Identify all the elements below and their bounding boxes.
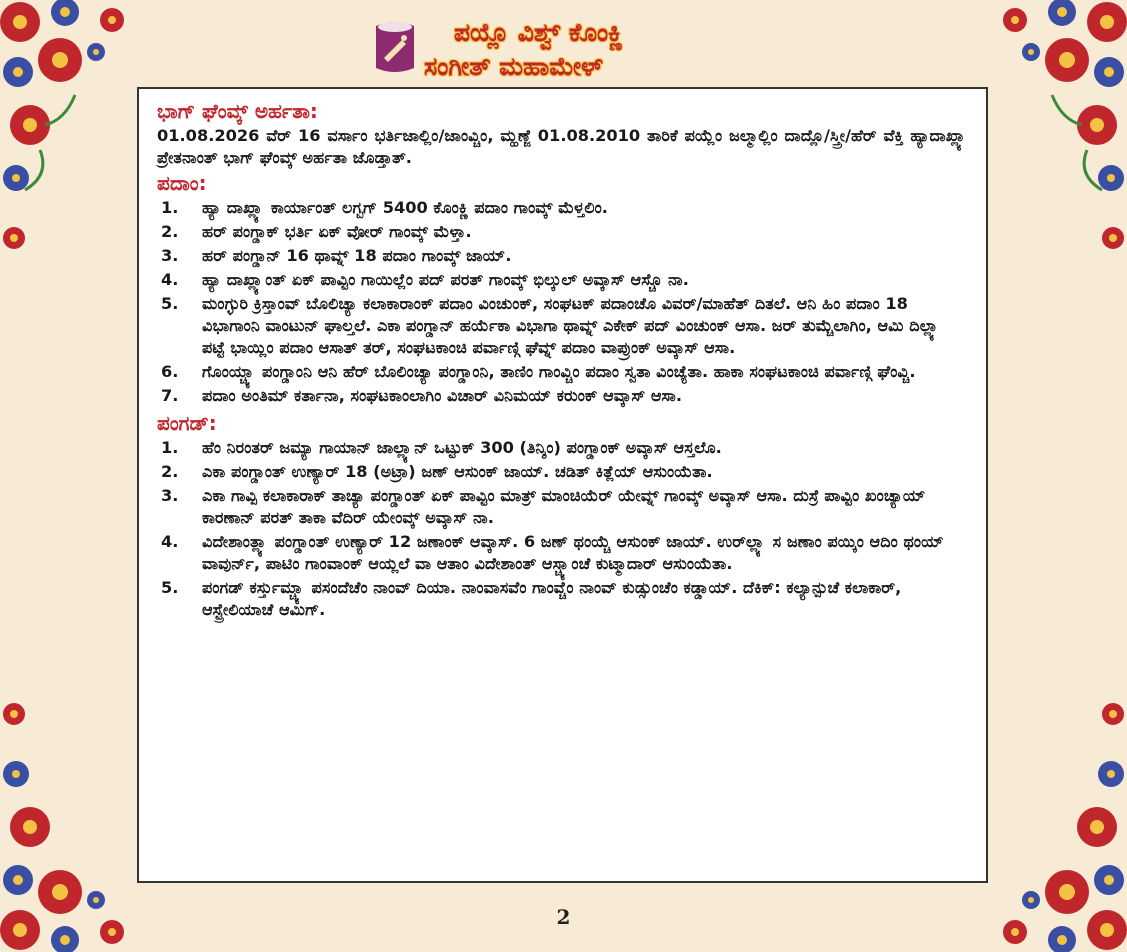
list-item xyxy=(157,461,968,483)
page-number: 2 xyxy=(556,905,571,929)
eligibility-text: 01.08.2026 ವೆರ್ 16 ವರ್ಸಾಂ ಭರ್ತಿಜಾಲ್ಲಿಂ/ಜಾಂವ್ಚಿಂ, ಮ್ಹಣ್ಜೆ 01.08.2010 ತಾರಿಕೆ ಪಯ್ಲೆಂ ಜಲ್ಮಾಲ್ಲಿಂ ದಾದ್ಲೊ/ಸ್ತ್ರೀ/ಹೆರ್ ವೆಕ್ತಿ ಹ್ಯಾದಾಖ್ಲ್ಯಾ ಪ್ರೇತನಾಂತ್ ಭಾಗ್ ಘೆಂವ್ಕ್ ಅರ್ಹತಾ ಜೊಡ್ತಾತ್. xyxy=(157,126,968,167)
list-item-text: ಹೆಂ ನಿರಂತರ್ ಜಮ್ಯಾ ಗಾಯಾನ್ ಜಾಲ್ಲ್ಯಾನ್ ಒಟ್ಟುಕ್ 300 (ತಿನ್ಶಿಂ) ಪಂಗ್ಡಾಂಕ್ ಅವ್ಕಾಸ್ ಆಸ್ತಲೊ. xyxy=(202,438,722,457)
list-item-text: ಪದಾಂ ಅಂತಿಮ್ ಕರ್ತಾನಾ, ಸಂಘಟಕಾಂಲಾಗಿಂ ವಿಚಾರ್ ವಿನಿಮಯ್ ಕರುಂಕ್ ಆವ್ಕಾಸ್ ಆಸಾ. xyxy=(202,386,683,405)
songs-list xyxy=(157,197,968,407)
list-item-number: 4. xyxy=(161,270,179,289)
rules-content-box xyxy=(137,87,988,883)
list-item-text: ಎಕಾ ಗಾವ್ಪಿ ಕಲಾಕಾರಾಕ್ ತಾಚ್ಯಾ ಪಂಗ್ಡಾಂತ್ ಏಕ್ ಪಾವ್ಟಿಂ ಮಾತ್ರ್ ಮಾಂಚಿಯೆರ್ ಯೇವ್ನ್ ಗಾಂವ್ಕ್ ಅವ್ಕಾಸ್ ಆಸಾ. ದುಸ್ರೆ ಪಾವ್ಟಿಂ ಖಂಚ್ಯಾಯ್ ಕಾರಣಾನ್ ಪರತ್ ತಾಕಾ ವೆದಿರ್ ಯೇಂವ್ಕ್ ಅವ್ಕಾಸ್ ನಾ. xyxy=(202,486,926,527)
list-item xyxy=(157,293,968,359)
list-item-text: ಹ್ಯಾ ದಾಖ್ಲ್ಯಾ ಕಾರ್ಯಾಂತ್ ಲಗ್ಬಗ್ 5400 ಕೊಂಕ್ಣಿ ಪದಾಂ ಗಾಂವ್ಕ್ ಮೆಳ್ತಲಿಂ. xyxy=(202,198,608,217)
list-item-number: 3. xyxy=(161,246,179,265)
troupe-heading: ಪಂಗಡ್: xyxy=(157,411,217,435)
list-item-text: ಮಂಗ್ಳುರಿ ಕ್ರಿಸ್ತಾಂವ್ ಬೊಲಿಚ್ಯಾ ಕಲಾಕಾರಾಂಕ್ ಪದಾಂ ವಿಂಚುಂಕ್, ಸಂಘಟಕ್ ಪದಾಂಚೊ ವಿವರ್/ಮಾಹೆತ್ ದಿತಲೆ. ಆನಿ ಹಿಂ ಪದಾಂ 18 ವಿಭಾಗಾಂನಿ ವಾಂಟುನ್ ಘಾಲ್ತಲೆ. ಎಕಾ ಪಂಗ್ಡಾನ್ ಹರ್ಯೆಕಾ ವಿಭಾಗಾ ಥಾವ್ನ್ ಎಕೇಕ್ ಪದ್ ವಿಂಚುಂಕ್ ಆಸಾ. ಜರ್ ತುಮ್ಚೆಲಾಗಿಂ, ಆಮಿ ದಿಲ್ಲ್ಯಾ ಪಟ್ಟೆ ಭಾಯ್ಲಿಂ ಪದಾಂ ಆಸಾತ್ ತರ್, ಸಂಘಟಕಾಂಚಿ ಪರ್ವಾಣ್ಗಿ ಘೆವ್ನ್ ಪದಾಂ ವಾಪ್ರುಂಕ್ ಅವ್ಕಾಸ್ ಆಸಾ. xyxy=(202,294,941,357)
list-item-number: 5. xyxy=(161,578,179,597)
list-item-number: 4. xyxy=(161,532,179,551)
songs-heading: ಪದಾಂ: xyxy=(157,171,207,195)
list-item-number: 2. xyxy=(161,462,179,481)
list-item-number: 6. xyxy=(161,362,179,381)
list-item-number: 1. xyxy=(161,438,179,457)
troupe-list xyxy=(157,437,968,621)
header-title-line1: ಪಯ್ಲೊ ವಿಶ್ವ್ ಕೊಂಕ್ಣಿ xyxy=(454,18,624,47)
list-item xyxy=(157,385,968,407)
eligibility-heading: ಭಾಗ್ ಘೆಂವ್ಕ್ ಅರ್ಹತಾ: xyxy=(157,99,318,123)
list-item xyxy=(157,269,968,291)
list-item-text: ವಿದೇಶಾಂತ್ಲ್ಯಾ ಪಂಗ್ಡಾಂತ್ ಉಣ್ಯಾರ್ 12 ಜಣಾಂಕ್ ಆವ್ಕಾಸ್. 6 ಜಣ್ ಥಂಯ್ಚೆ ಆಸುಂಕ್ ಜಾಯ್. ಉರ್‌ಲ್ಲ್ಯಾ ಸ ಜಣಾಂ ಪಯ್ಕಿಂ ಆದಿಂ ಥಂಯ್ ವಾವುರ್ನ್, ಪಾಟಿಂ ಗಾಂವಾಂಕ್ ಆಯ್ಲಲೆ ವಾ ಆತಾಂ ವಿದೇಶಾಂತ್ ಆಸ್ಚ್ಯಾಂಚೆ ಕುಟ್ಮಾದಾರ್ ಆಸುಂಯೆತಾ. xyxy=(202,532,944,573)
list-item xyxy=(157,437,968,459)
header-title-line2: ಸಂಗೀತ್ ಮಹಾಮೇಳ್ xyxy=(424,52,603,81)
floral-corner-top-left xyxy=(0,0,150,270)
list-item-text: ಹ್ಯಾ ದಾಖ್ಲ್ಯಾಂತ್ ಏಕ್ ಪಾವ್ಟಿಂ ಗಾಯಿಲ್ಲೆಂ ಪದ್ ಪರತ್ ಗಾಂವ್ಕ್ ಭಿಲ್ಕುಲ್ ಅವ್ಕಾಸ್ ಆಸ್ಚೊ ನಾ. xyxy=(202,270,689,289)
list-item xyxy=(157,197,968,219)
floral-corner-top-right xyxy=(977,0,1127,270)
list-item xyxy=(157,577,968,621)
list-item-text: ಗೊಂಯ್ಚ್ಯಾ ಪಂಗ್ಡಾಂನಿ ಆನಿ ಹೆರ್ ಬೊಲಿಂಚ್ಯಾ ಪಂಗ್ಡಾಂನಿ, ತಾಣಿಂ ಗಾಂವ್ಚಿಂ ಪದಾಂ ಸ್ವತಾ ವಿಂಚ್ಯೆತಾ. ಹಾಕಾ ಸಂಘಟಕಾಂಚಿ ಪರ್ವಾಣ್ಗಿ ಘೆಂವ್ಚಿ. xyxy=(202,362,916,381)
list-item xyxy=(157,531,968,575)
list-item-text: ಹರ್ ಪಂಗ್ಡಾಕ್ ಭರ್ತಿ ಏಕ್ ವೋರ್ ಗಾಂವ್ಕ್ ಮೆಳ್ತಾ. xyxy=(202,222,472,241)
list-item-number: 3. xyxy=(161,486,179,505)
list-item-text: ಪಂಗಡ್ ಕರ್ಸ್ತುಮ್ಚ್ಯಾ ಪಸಂದೆಚೆಂ ನಾಂವ್ ದಿಯಾ. ನಾಂವಾಸವೆಂ ಗಾಂವ್ಚೆಂ ನಾಂವ್ ಕುಡ್ಸುಂಚೆಂ ಕಡ್ಡಾಯ್. ದೆಕಿಕ್: ಕಲ್ಯಾನ್ಪುಚೆ ಕಲಾಕಾರ್, ಆಸ್ಟ್ರೇಲಿಯಾಚೆ ಆಮಿಗ್. xyxy=(202,578,902,619)
list-item-number: 1. xyxy=(161,198,179,217)
list-item-number: 7. xyxy=(161,386,179,405)
list-item-text: ಹರ್ ಪಂಗ್ಡಾನ್ 16 ಥಾವ್ನ್ 18 ಪದಾಂ ಗಾಂವ್ಕ್ ಜಾಯ್. xyxy=(202,246,512,265)
list-item-number: 5. xyxy=(161,294,179,313)
page-header xyxy=(372,14,772,84)
list-item xyxy=(157,361,968,383)
list-item xyxy=(157,485,968,529)
list-item-text: ಎಕಾ ಪಂಗ್ಡಾಂತ್ ಉಣ್ಯಾರ್ 18 (ಅಟ್ರಾ) ಜಣ್ ಆಸುಂಕ್ ಜಾಯ್. ಚಡಿತ್ ಕಿತ್ಲೆಯ್ ಆಸುಂಯೆತಾ. xyxy=(202,462,713,481)
list-item-number: 2. xyxy=(161,222,179,241)
list-item xyxy=(157,245,968,267)
festival-logo-icon xyxy=(372,18,418,76)
list-item xyxy=(157,221,968,243)
